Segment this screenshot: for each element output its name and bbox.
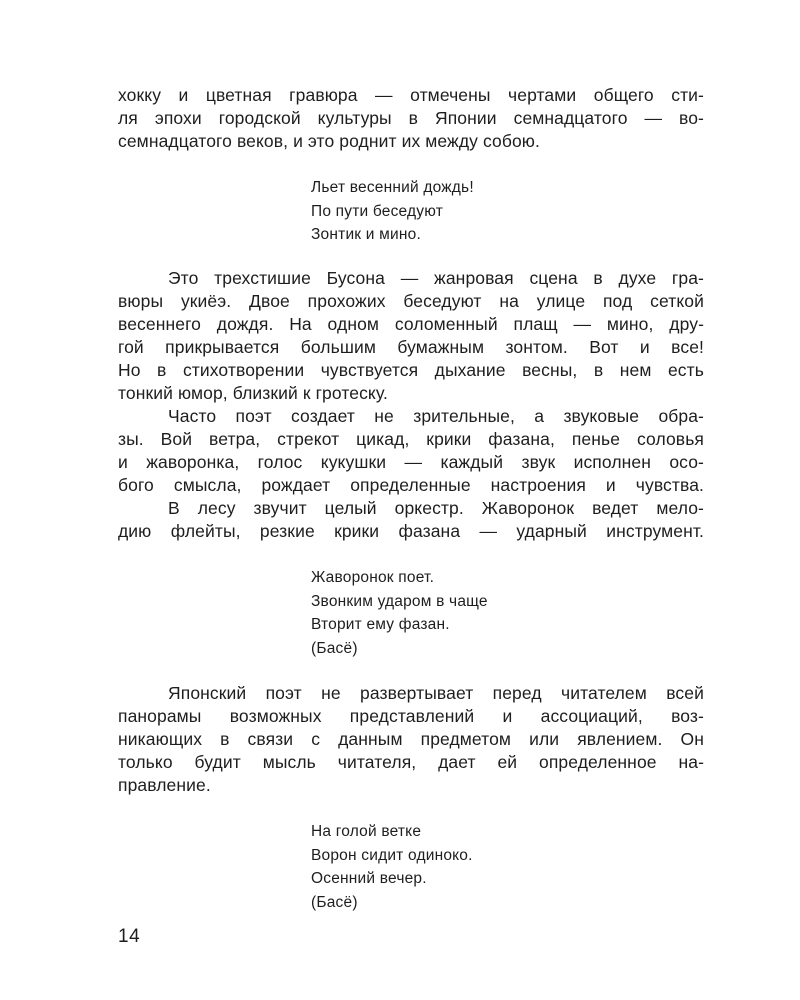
paragraph-line: хокку и цветная гравюра — отмечены чертами общего сти- bbox=[118, 85, 704, 105]
paragraph-line: тонкий юмор, близкий к гротеску. bbox=[118, 383, 388, 403]
paragraph-line: дию флейты, резкие крики фазана — ударный инструмент. bbox=[118, 521, 704, 541]
paragraph-line: панорамы возможных представлений и ассоциаций, воз- bbox=[118, 706, 704, 726]
paragraph-line: зы. Вой ветра, стрекот цикад, крики фазана, пенье соловья bbox=[118, 429, 704, 449]
verse-line: По пути беседуют bbox=[311, 202, 444, 220]
poem-block bbox=[311, 176, 474, 247]
poem-block bbox=[311, 820, 473, 914]
paragraph-line: только будит мысль читателя, дает ей определенное на- bbox=[118, 752, 704, 772]
paragraph-line: и жаворонка, голос кукушки — каждый звук исполнен осо- bbox=[118, 452, 704, 472]
verse-line: Осенний вечер. bbox=[311, 870, 427, 887]
paragraph-line: никающих в связи с данным предметом или явлением. Он bbox=[118, 729, 704, 749]
paragraph-line: Но в стихотворении чувствуется дыхание весны, в нем есть bbox=[118, 360, 704, 380]
paragraph-line: Японский поэт не развертывает перед читателем всей bbox=[168, 683, 704, 703]
poem-attribution: (Басё) bbox=[311, 639, 358, 657]
paragraph-line: правление. bbox=[118, 775, 211, 795]
paragraph-line: Это трехстишие Бусона — жанровая сцена в духе гра- bbox=[168, 268, 704, 288]
paragraph-line: весеннего дождя. На одном соломенный плащ — мино, дру- bbox=[118, 314, 704, 334]
verse-line: Жаворонок поет. bbox=[311, 569, 435, 586]
paragraph-line: В лесу звучит целый оркестр. Жаворонок ведет мело- bbox=[168, 498, 704, 518]
verse-line: Вторит ему фазан. bbox=[311, 616, 450, 633]
paragraph-line: семнадцатого веков, и это роднит их между собою. bbox=[118, 131, 540, 151]
verse-line: Льет весенний дождь! bbox=[311, 179, 474, 196]
paragraph-line: бого смысла, рождает определенные настроения и чувства. bbox=[118, 475, 704, 495]
paragraph-line: Часто поэт создает не зрительные, а звуковые обра- bbox=[168, 406, 704, 426]
paragraph-line: гой прикрывается большим бумажным зонтом. Вот и все! bbox=[118, 337, 704, 357]
paragraph-line: ля эпохи городской культуры в Японии семнадцатого — во- bbox=[118, 108, 704, 128]
verse-line: Звонким ударом в чаще bbox=[311, 592, 488, 610]
poem-attribution: (Басё) bbox=[311, 893, 358, 911]
poem-block bbox=[311, 566, 488, 660]
paragraph-line: вюры укиёэ. Двое прохожих беседуют на улице под сеткой bbox=[118, 291, 704, 311]
verse-line: Ворон сидит одиноко. bbox=[311, 846, 473, 864]
verse-line: На голой ветке bbox=[311, 823, 422, 840]
page-number: 14 bbox=[118, 926, 141, 947]
verse-line: Зонтик и мино. bbox=[311, 226, 421, 243]
